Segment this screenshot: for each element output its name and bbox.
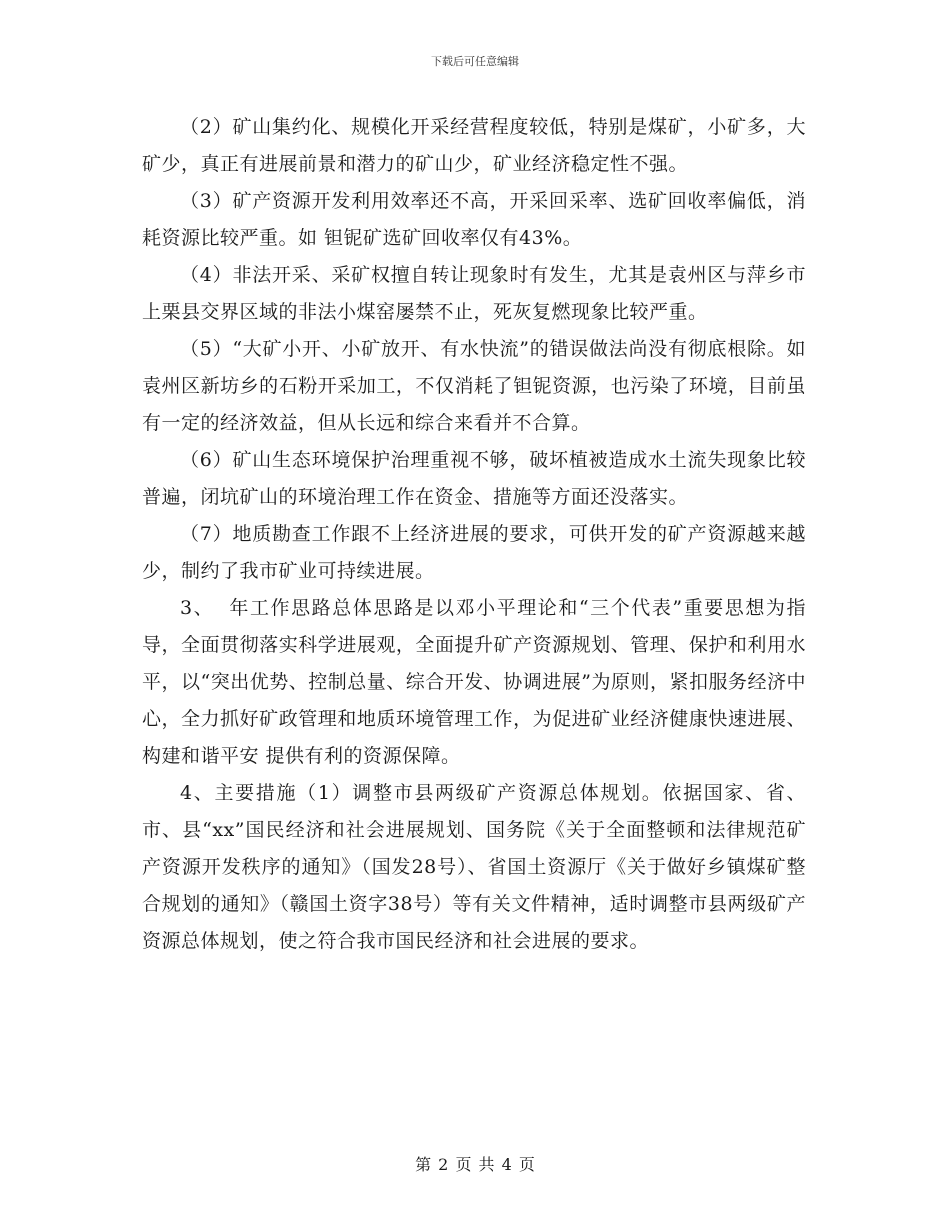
- page-header: 下载后可任意编辑: [431, 55, 519, 68]
- paragraph-item-7: （7）地质勘查工作跟不上经济进展的要求，可供开发的矿产资源越来越少，制约了我市矿业可持续进展。: [142, 523, 806, 582]
- paragraph-item-2: （2）矿山集约化、规模化开采经营程度较低，特别是煤矿，小矿多，大矿少，真正有进展前景和潜力的矿山少，矿业经济稳定性不强。: [142, 116, 806, 175]
- paragraph-item-6: （6）矿山生态环境保护治理重视不够，破坏植被造成水土流失现象比较普遍，闭坑矿山的环境治理工作在资金、措施等方面还没落实。: [142, 449, 806, 508]
- document-body: [142, 109, 806, 960]
- paragraph-item-4: （4）非法开采、采矿权擅自转让现象时有发生，尤其是袁州区与萍乡市上栗县交界区域的非法小煤窑屡禁不止，死灰复燃现象比较严重。: [142, 264, 806, 323]
- paragraph-work-plan: 3、 年工作思路总体思路是以邓小平理论和“三个代表”重要思想为指导，全面贯彻落实科学进展观，全面提升矿产资源规划、管理、保护和利用水平，以“突出优势、控制总量、综合开发、协调进展”为原则，紧扣服务经济中心，全力抓好矿政管理和地质环境管理工作，为促进矿业经济健康快速进展、构建和谐平安 提供有利的资源保障。: [142, 597, 806, 767]
- paragraph-item-5: （5）“大矿小开、小矿放开、有水快流”的错误做法尚没有彻底根除。如袁州区新坊乡的石粉开采加工，不仅消耗了钽铌资源，也污染了环境，目前虽有一定的经济效益，但从长远和综合来看并不合算。: [142, 338, 806, 434]
- page-number-footer: 第 2 页 共 4 页: [415, 1155, 535, 1174]
- paragraph-item-3: （3）矿产资源开发利用效率还不高，开采回采率、选矿回收率偏低，消耗资源比较严重。如 钽铌矿选矿回收率仅有43%。: [142, 190, 806, 249]
- paragraph-main-measures: 4、主要措施（1）调整市县两级矿产资源总体规划。依据国家、省、市、县“xx”国民经济和社会进展规划、国务院《关于全面整顿和法律规范矿产资源开发秩序的通知》（国发28号）、省国土资源厅《关于做好乡镇煤矿整合规划的通知》（赣国土资字38号）等有关文件精神，适时调整市县两级矿产资源总体规划，使之符合我市国民经济和社会进展的要求。: [142, 782, 806, 952]
